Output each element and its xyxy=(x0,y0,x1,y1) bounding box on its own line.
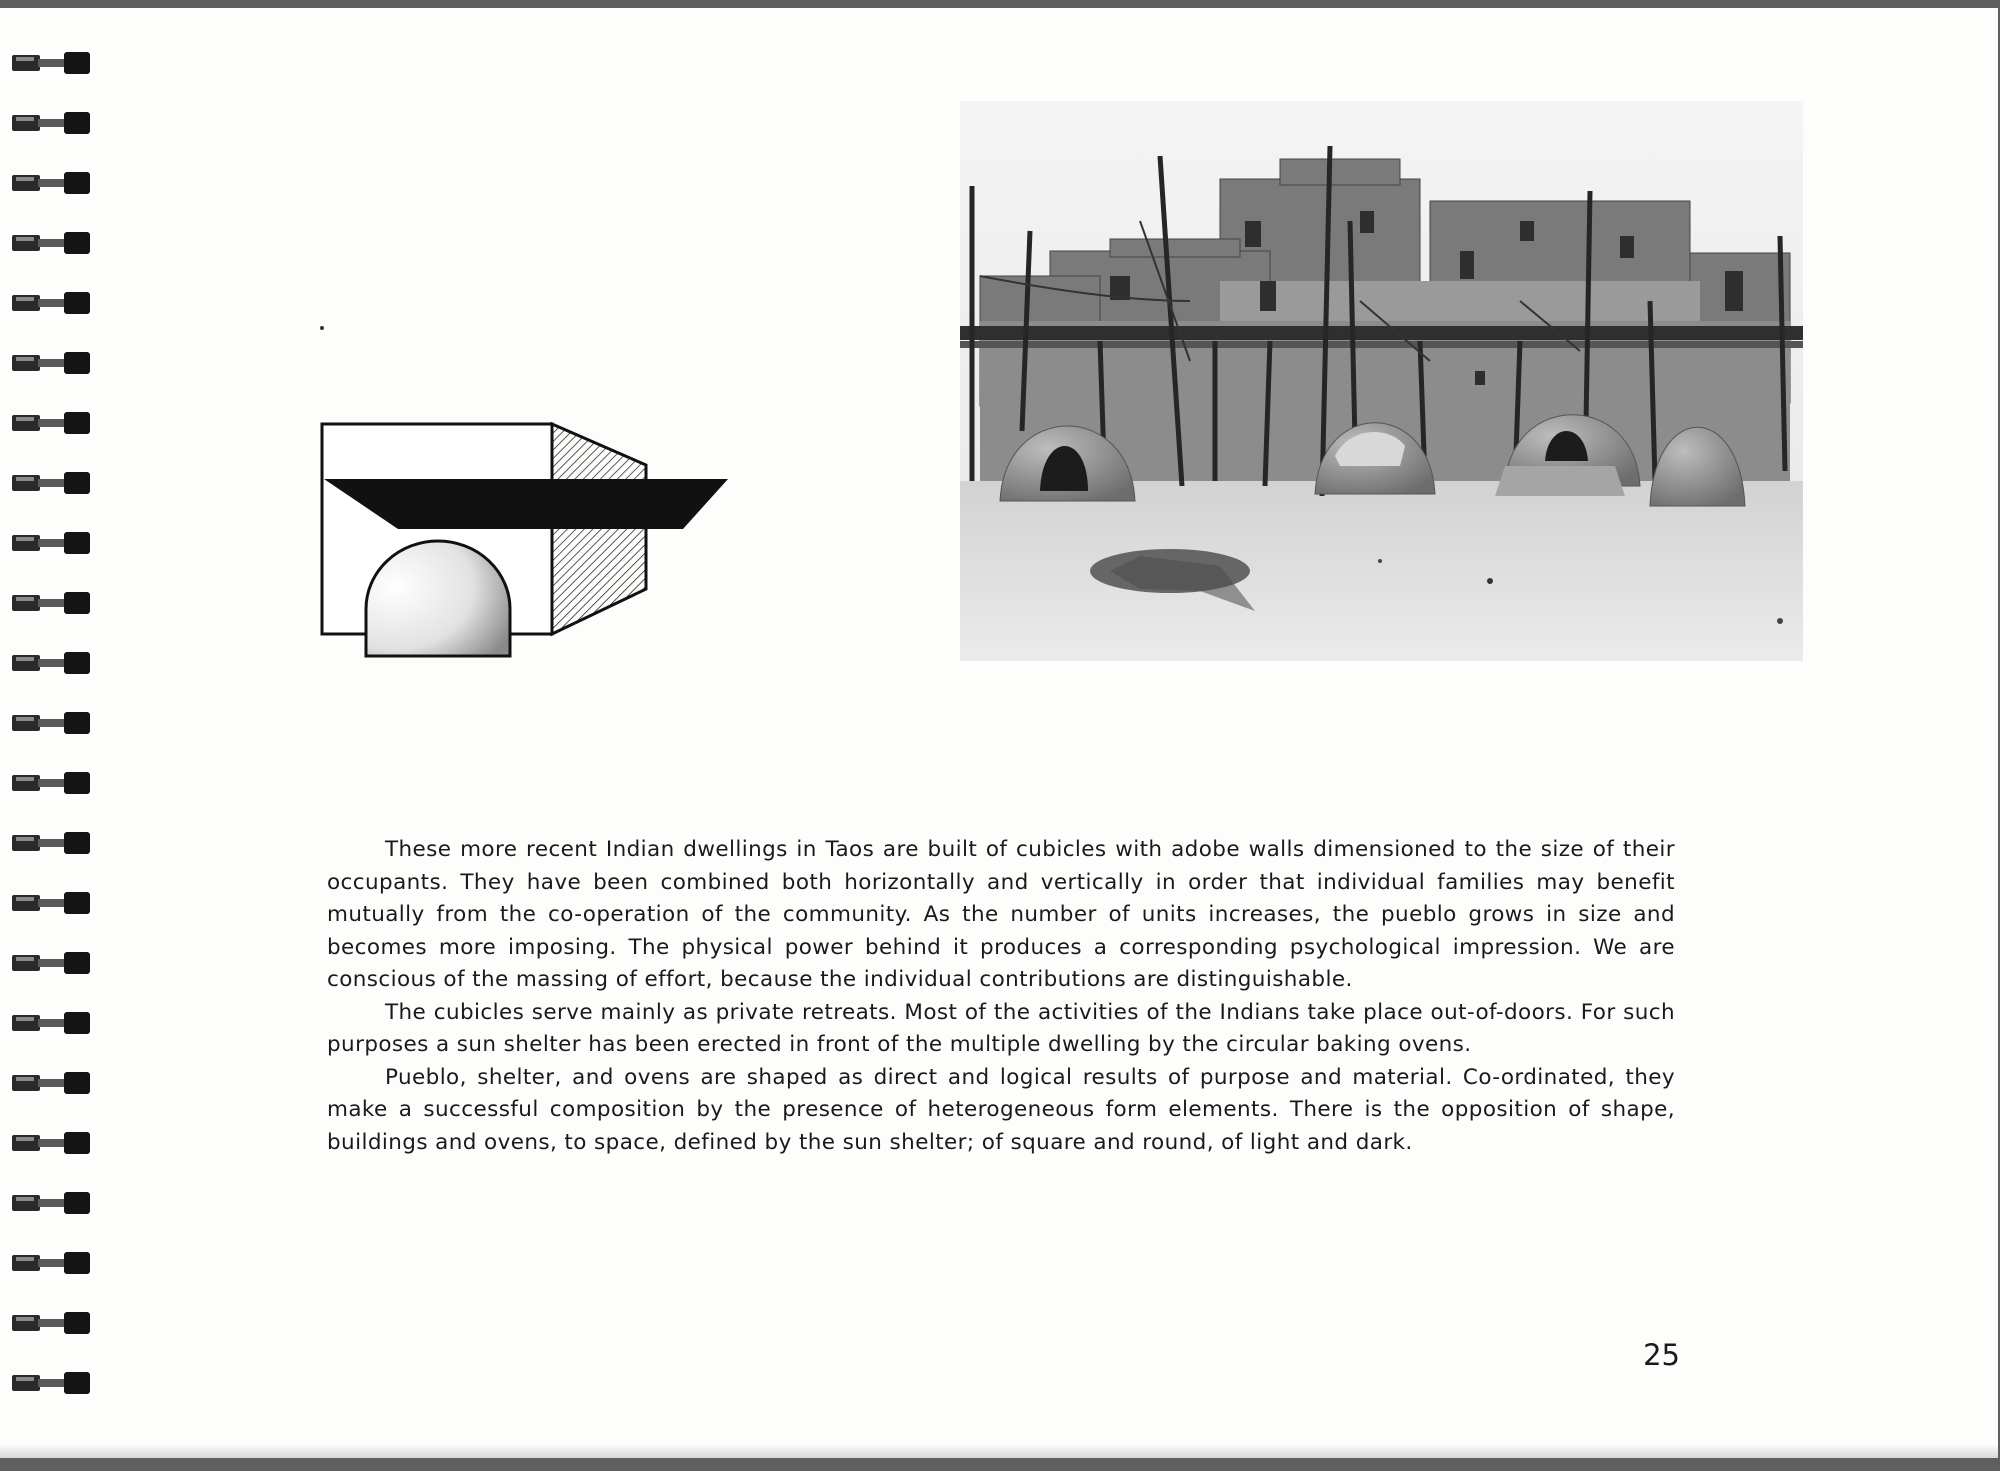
paragraph-2: The cubicles serve mainly as private retreats. Most of the activities of the Indians take place out-of-doors. For such purposes a sun shelter has been erected in front of the multiple dwelling by the circular baking ovens. xyxy=(327,999,1675,1057)
body-text xyxy=(327,834,1675,1159)
form-elements-diagram xyxy=(318,413,738,668)
binding-ring xyxy=(12,50,92,76)
binding-ring xyxy=(12,650,92,676)
binding-ring xyxy=(12,290,92,316)
ink-speck xyxy=(320,326,324,330)
binding-ring xyxy=(12,230,92,256)
paragraph-1: These more recent Indian dwellings in Taos are built of cubicles with adobe walls dimensioned to the size of their occupants. They have been combined both horizontally and vertically in order that individual families may benefit mutually from the co-operation of the community. As the number of units increases, the pueblo grows in size and becomes more imposing. The physical power behind it produces a corresponding psychological impression. We are conscious of the massing of effort, because the individual contributions are distinguishable. xyxy=(327,837,1675,992)
spiral-binding xyxy=(0,38,110,1458)
binding-ring xyxy=(12,830,92,856)
binding-ring xyxy=(12,350,92,376)
binding-ring xyxy=(12,770,92,796)
binding-ring xyxy=(12,110,92,136)
binding-ring xyxy=(12,950,92,976)
page-edge-shadow xyxy=(0,1444,1998,1458)
page-number: 25 xyxy=(1643,1338,1680,1372)
book-page xyxy=(0,8,1998,1458)
binding-ring xyxy=(12,710,92,736)
binding-ring xyxy=(12,590,92,616)
binding-ring xyxy=(12,1370,92,1396)
taos-pueblo-photo xyxy=(960,101,1803,661)
binding-ring xyxy=(12,1010,92,1036)
binding-ring xyxy=(12,1190,92,1216)
binding-ring xyxy=(12,1310,92,1336)
binding-ring xyxy=(12,530,92,556)
paragraph-3: Pueblo, shelter, and ovens are shaped as direct and logical results of purpose and material. Co-ordinated, they make a successful composition by the presence of heterogeneous form elements. There is the opposition of shape, buildings and ovens, to space, defined by the sun shelter; of square and round, of light and dark. xyxy=(327,1064,1675,1155)
binding-ring xyxy=(12,410,92,436)
binding-ring xyxy=(12,1250,92,1276)
binding-ring xyxy=(12,170,92,196)
binding-ring xyxy=(12,890,92,916)
binding-ring xyxy=(12,1070,92,1096)
binding-ring xyxy=(12,470,92,496)
binding-ring xyxy=(12,1130,92,1156)
